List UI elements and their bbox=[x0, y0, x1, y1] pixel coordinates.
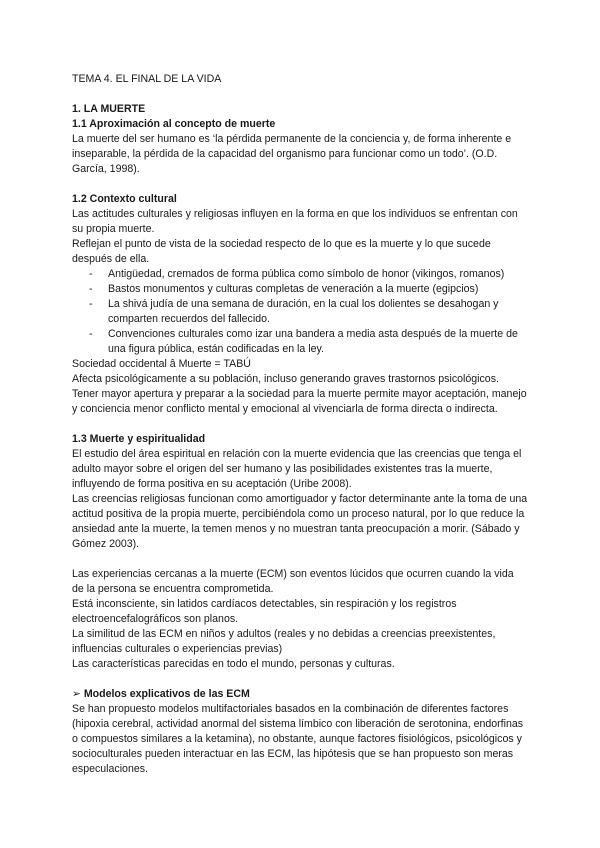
paragraph-actitudes: Las actitudes culturales y religiosas influyen en la forma en que los individuos se enfrentan con su propia muerte. bbox=[72, 208, 518, 235]
paragraph-creencias-religiosas: Las creencias religiosas funcionan como amortiguador y factor determinante ante la toma de una actitud positiva de la propia muerte, percibiéndola como un proceso natural, por lo que reduce la ansiedad ante la muerte, la temen menos y no muestran tanta preocupación a morir. (Sábado y Gómez 2003). bbox=[72, 493, 528, 550]
document-page bbox=[72, 72, 528, 777]
paragraph-caracteristicas: Las características parecidas en todo el mundo, personas y culturas. bbox=[72, 658, 395, 670]
list-item: - Bastos monumentos y culturas completas de veneración a la muerte (egipcios) bbox=[108, 282, 528, 297]
list-item: - Antigüedad, cremados de forma pública como símbolo de honor (vikingos, romanos) bbox=[108, 267, 528, 282]
paragraph-afecta: Afecta psicológicamente a su población, incluso generando graves trastornos psicológicos. bbox=[72, 373, 499, 385]
paragraph-similitud: La similitud de las ECM en niños y adultos (reales y no debidas a creencias preexistentes, influencias culturales o experiencias previas) bbox=[72, 628, 496, 655]
paragraph-reflejan: Reflejan el punto de vista de la sociedad respecto de lo que es la muerte y lo que sucede después de ella. bbox=[72, 238, 491, 265]
spacer bbox=[72, 177, 528, 192]
spacer bbox=[72, 552, 528, 567]
paragraph-inconsciente: Está inconsciente, sin latidos cardíacos detectables, sin respiración y los registros electroencefalográficos son planos. bbox=[72, 598, 457, 625]
paragraph-estudio-espiritual: El estudio del área espiritual en relación con la muerte evidencia que las creencias que tenga el adulto mayor sobre el origen del ser humano y las posibilidades existentes tras la muerte, influyendo de forma positiva en su aceptación (Uribe 2008). bbox=[72, 448, 522, 490]
paragraph-ecm-definicion: Las experiencias cercanas a la muerte (ECM) son eventos lúcidos que ocurren cuando la vida de la persona se encuentra comprometida. bbox=[72, 568, 514, 595]
paragraph-modelos-multifactoriales: Se han propuesto modelos multifactoriales basados en la combinación de diferentes factores (hipoxia cerebral, actividad anormal del sistema límbico con liberación de serotonina, endorfinas o compuestos similares a la ketamina), no obstante, aunque factores fisiológicos, psicológicos y socioculturales pueden interactuar en las ECM, las hipótesis que se han propuesto son meras especulaciones. bbox=[72, 703, 524, 775]
paragraph-sociedad-occidental: Sociedad occidental â Muerte = TABÚ bbox=[72, 358, 251, 370]
paragraph-definicion-muerte: La muerte del ser humano es ‘la pérdida permanente de la conciencia y, de forma inherente e inseparable, la pérdida de la capacidad del organismo para funcionar como un todo’. (O.D. García, 1998). bbox=[72, 133, 512, 175]
subsection-heading-aproximacion: 1.1 Aproximación al concepto de muerte bbox=[72, 118, 276, 130]
paragraph-apertura: Tener mayor apertura y preparar a la sociedad para la muerte permite mayor aceptación, manejo y conciencia menor conflicto mental y emocional al vivenciarla de forma directa o indirecta. bbox=[72, 388, 527, 415]
heading-modelos-ecm: ➢ Modelos explicativos de las ECM bbox=[72, 688, 250, 700]
document-title: TEMA 4. EL FINAL DE LA VIDA bbox=[72, 73, 222, 85]
spacer bbox=[72, 417, 528, 432]
cultural-examples-list bbox=[72, 267, 528, 357]
section-heading-la-muerte: 1. LA MUERTE bbox=[72, 103, 146, 115]
subsection-heading-contexto-cultural: 1.2 Contexto cultural bbox=[72, 193, 177, 205]
subsection-heading-espiritualidad: 1.3 Muerte y espiritualidad bbox=[72, 433, 206, 445]
list-item: - La shivá judía de una semana de duración, en la cual los dolientes se desahogan y comparten recuerdos del fallecido. bbox=[108, 297, 528, 327]
spacer bbox=[72, 672, 528, 687]
list-item: - Convenciones culturales como izar una bandera a media asta después de la muerte de una figura pública, están codificadas en la ley. bbox=[108, 327, 528, 357]
